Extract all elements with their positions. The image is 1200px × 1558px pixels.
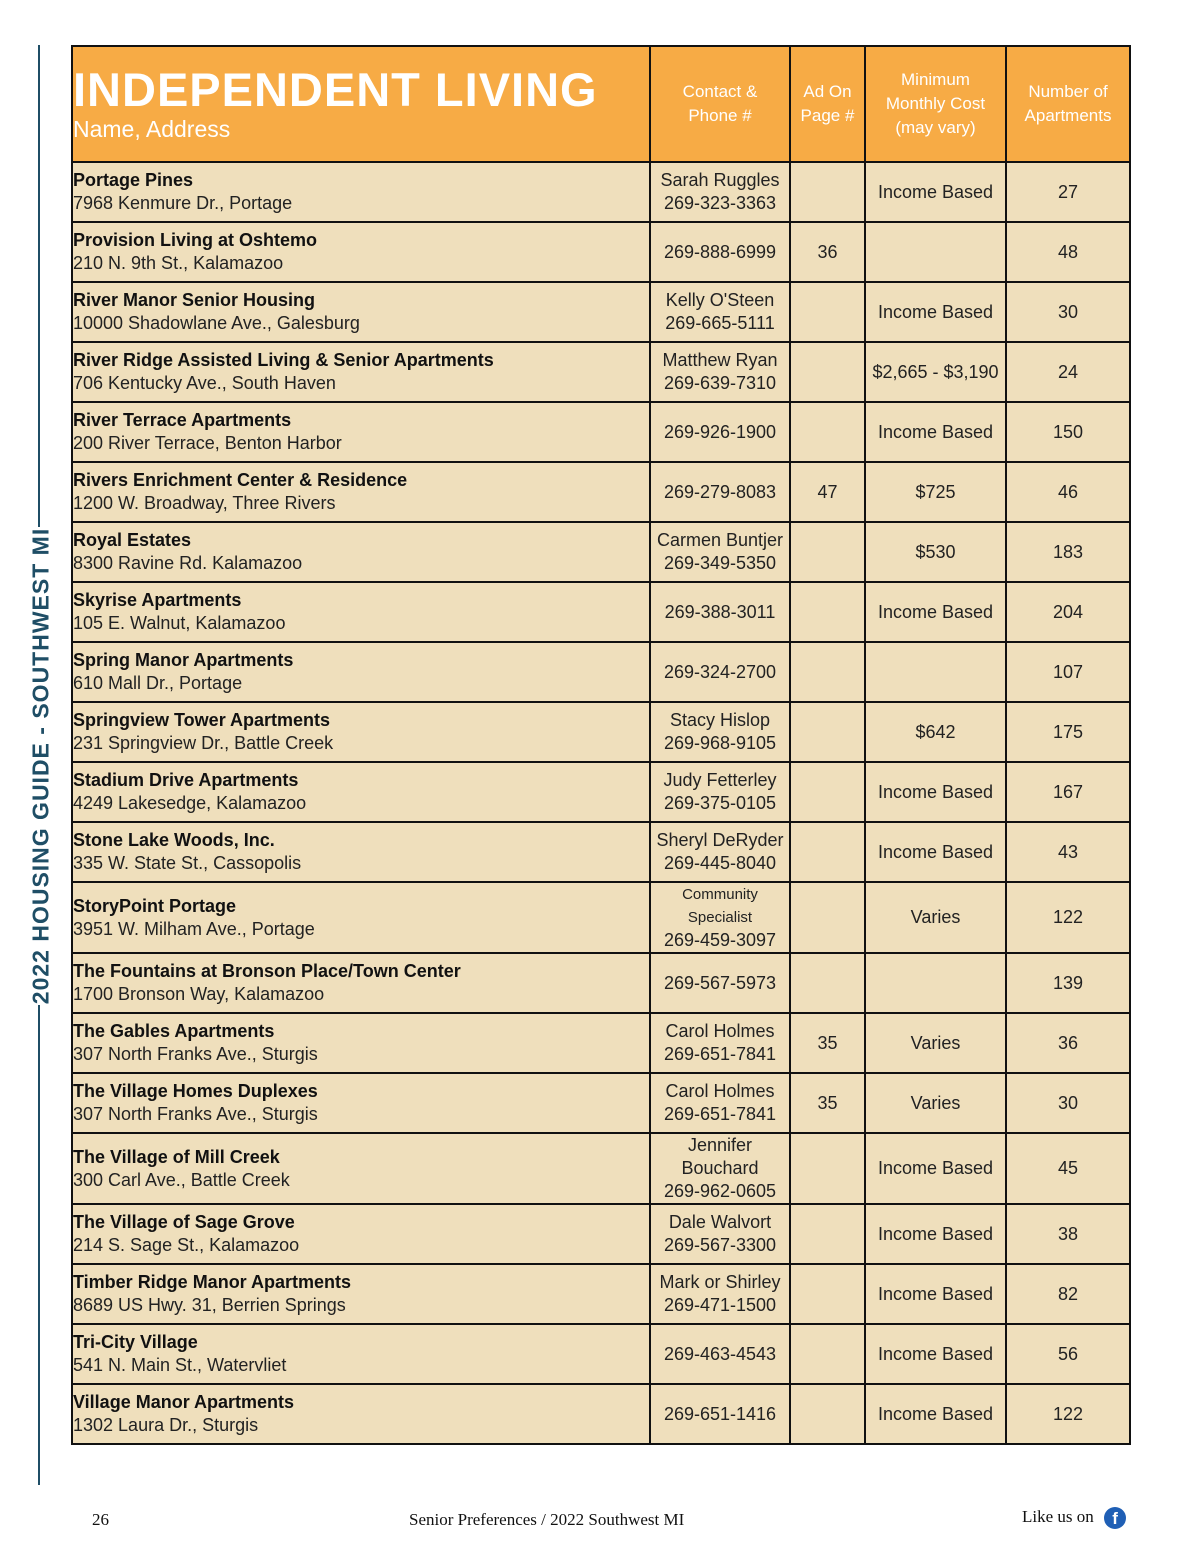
facility-address: 541 N. Main St., Watervliet <box>73 1355 287 1375</box>
contact-phone: 269-459-3097 <box>663 930 777 950</box>
name-address-cell <box>72 1264 650 1324</box>
header-contact <box>650 46 790 162</box>
header-ad-line2: Page # <box>800 106 855 125</box>
name-address-cell <box>72 1133 650 1204</box>
contact-cell <box>650 462 790 522</box>
ad-page-cell <box>790 282 865 342</box>
monthly-cost-cell: Income Based <box>865 1384 1006 1444</box>
facility-address: 7968 Kenmure Dr., Portage <box>73 193 293 213</box>
contact-cell <box>650 1073 790 1133</box>
facility-address: 610 Mall Dr., Portage <box>73 673 243 693</box>
contact-phone: 269-651-1416 <box>663 1403 777 1424</box>
table-row <box>72 462 1130 522</box>
facility-name: River Ridge Assisted Living & Senior Apartments <box>73 350 494 370</box>
apartments-count-cell: 43 <box>1006 822 1130 882</box>
contact-cell <box>650 342 790 402</box>
facility-name: The Fountains at Bronson Place/Town Center <box>73 961 461 981</box>
table-row <box>72 1264 1130 1324</box>
table-row <box>72 522 1130 582</box>
name-address-cell <box>72 162 650 222</box>
ad-page-cell <box>790 342 865 402</box>
header-apartments-line2: Apartments <box>1024 106 1112 125</box>
ad-page-cell <box>790 402 865 462</box>
name-address-cell <box>72 462 650 522</box>
monthly-cost-cell <box>865 953 1006 1013</box>
table-row <box>72 1013 1130 1073</box>
contact-phone: 269-388-3011 <box>664 601 776 622</box>
name-address-cell <box>72 1073 650 1133</box>
apartments-count-cell: 175 <box>1006 702 1130 762</box>
contact-cell <box>650 162 790 222</box>
page-title: INDEPENDENT LIVING <box>73 63 598 116</box>
name-address-cell <box>72 282 650 342</box>
apartments-count-cell: 27 <box>1006 162 1130 222</box>
ad-page-cell <box>790 762 865 822</box>
contact-name: Jennifer Bouchard <box>681 1135 759 1178</box>
apartments-count-cell: 48 <box>1006 222 1130 282</box>
ad-page-cell: 35 <box>790 1013 865 1073</box>
contact-name: Carol Holmes <box>665 1081 775 1101</box>
apartments-count-cell: 36 <box>1006 1013 1130 1073</box>
facility-name: Portage Pines <box>73 170 194 190</box>
contact-phone: 269-926-1900 <box>663 421 777 442</box>
facility-name: Skyrise Apartments <box>73 590 242 610</box>
name-address-cell <box>72 1013 650 1073</box>
facility-address: 210 N. 9th St., Kalamazoo <box>73 253 284 273</box>
table-row <box>72 642 1130 702</box>
ad-page-cell <box>790 1204 865 1264</box>
facility-name: StoryPoint Portage <box>73 895 237 916</box>
facility-address: 8689 US Hwy. 31, Berrien Springs <box>73 1295 346 1315</box>
ad-page-cell: 47 <box>790 462 865 522</box>
contact-phone: 269-651-7841 <box>663 1104 777 1124</box>
apartments-count-cell: 24 <box>1006 342 1130 402</box>
apartments-count-cell: 107 <box>1006 642 1130 702</box>
monthly-cost-cell: $2,665 - $3,190 <box>865 342 1006 402</box>
ad-page-cell <box>790 522 865 582</box>
table-row <box>72 402 1130 462</box>
table-header-row <box>72 46 1130 162</box>
name-address-cell <box>72 882 650 953</box>
contact-name: Carol Holmes <box>665 1021 775 1041</box>
monthly-cost-cell <box>865 222 1006 282</box>
monthly-cost-cell: Income Based <box>865 1324 1006 1384</box>
facility-address: 4249 Lakesedge, Kalamazoo <box>73 793 307 813</box>
contact-phone: 269-567-5973 <box>663 972 777 993</box>
apartments-count-cell: 139 <box>1006 953 1130 1013</box>
table-row <box>72 882 1130 953</box>
contact-phone: 269-888-6999 <box>663 241 777 262</box>
facility-name: The Gables Apartments <box>73 1021 275 1041</box>
name-address-cell <box>72 402 650 462</box>
name-address-cell <box>72 1384 650 1444</box>
contact-name: Matthew Ryan <box>662 350 778 370</box>
header-ad-line1: Ad On <box>803 82 852 101</box>
sidebar-label: 2022 HOUSING GUIDE - SOUTHWEST MI <box>27 527 54 1005</box>
page-subtitle: Name, Address <box>73 116 231 142</box>
facility-address: 307 North Franks Ave., Sturgis <box>73 1044 318 1064</box>
table-row <box>72 822 1130 882</box>
facility-address: 8300 Ravine Rd. Kalamazoo <box>73 553 303 573</box>
contact-phone: 269-349-5350 <box>663 553 777 573</box>
name-address-cell <box>72 342 650 402</box>
contact-name: Stacy Hislop <box>669 710 771 730</box>
contact-phone: 269-375-0105 <box>663 793 777 813</box>
apartments-count-cell: 122 <box>1006 1384 1130 1444</box>
contact-name: Judy Fetterley <box>663 770 777 790</box>
apartments-count-cell: 183 <box>1006 522 1130 582</box>
header-cost-line3: (may vary) <box>895 118 976 137</box>
monthly-cost-cell: $642 <box>865 702 1006 762</box>
contact-cell <box>650 1013 790 1073</box>
apartments-count-cell: 30 <box>1006 282 1130 342</box>
name-address-cell <box>72 822 650 882</box>
contact-cell <box>650 762 790 822</box>
name-address-cell <box>72 582 650 642</box>
facility-name: The Village Homes Duplexes <box>73 1081 318 1101</box>
facility-address: 200 River Terrace, Benton Harbor <box>73 433 342 453</box>
apartments-count-cell: 167 <box>1006 762 1130 822</box>
facility-name: River Manor Senior Housing <box>73 290 316 310</box>
name-address-cell <box>72 642 650 702</box>
table-row <box>72 222 1130 282</box>
contact-name: Carmen Buntjer <box>656 530 784 550</box>
table-row <box>72 953 1130 1013</box>
header-apartments <box>1006 46 1130 162</box>
name-address-cell <box>72 762 650 822</box>
name-address-cell <box>72 1204 650 1264</box>
contact-phone: 269-567-3300 <box>663 1235 777 1255</box>
monthly-cost-cell: $530 <box>865 522 1006 582</box>
contact-cell <box>650 822 790 882</box>
monthly-cost-cell: Income Based <box>865 402 1006 462</box>
contact-phone: 269-639-7310 <box>663 373 777 393</box>
table-body <box>72 162 1130 1444</box>
name-address-cell <box>72 1324 650 1384</box>
footer-publication: Senior Preferences / 2022 Southwest MI <box>409 1510 685 1529</box>
facility-name: Village Manor Apartments <box>73 1392 295 1412</box>
monthly-cost-cell: Income Based <box>865 1204 1006 1264</box>
contact-cell <box>650 642 790 702</box>
table-row <box>72 342 1130 402</box>
facility-name: Stone Lake Woods, Inc. <box>73 830 275 850</box>
contact-cell <box>650 1384 790 1444</box>
facility-name: Springview Tower Apartments <box>73 710 331 730</box>
contact-name: Community Specialist <box>682 886 758 926</box>
facility-address: 1302 Laura Dr., Sturgis <box>73 1415 259 1435</box>
header-contact-line1: Contact & <box>682 82 758 101</box>
name-address-cell <box>72 222 650 282</box>
contact-name: Dale Walvort <box>668 1212 772 1232</box>
table-row <box>72 282 1130 342</box>
ad-page-cell <box>790 162 865 222</box>
contact-phone: 269-665-5111 <box>665 313 775 333</box>
monthly-cost-cell: Income Based <box>865 822 1006 882</box>
ad-page-cell <box>790 1264 865 1324</box>
facility-name: Royal Estates <box>73 530 192 550</box>
name-address-cell <box>72 702 650 762</box>
independent-living-table <box>71 45 1131 1445</box>
table-row <box>72 702 1130 762</box>
header-contact-line2: Phone # <box>688 106 752 125</box>
table-row <box>72 1204 1130 1264</box>
header-cost-line2: Monthly Cost <box>885 94 986 113</box>
apartments-count-cell: 82 <box>1006 1264 1130 1324</box>
apartments-count-cell: 38 <box>1006 1204 1130 1264</box>
contact-phone: 269-324-2700 <box>663 661 777 682</box>
monthly-cost-cell: Income Based <box>865 282 1006 342</box>
footer-like[interactable] <box>1022 1507 1126 1529</box>
facility-name: Tri-City Village <box>73 1332 198 1352</box>
ad-page-cell: 36 <box>790 222 865 282</box>
name-address-cell <box>72 953 650 1013</box>
contact-cell <box>650 953 790 1013</box>
apartments-count-cell: 150 <box>1006 402 1130 462</box>
ad-page-cell <box>790 1324 865 1384</box>
table-row <box>72 162 1130 222</box>
header-cost <box>865 46 1006 162</box>
contact-cell <box>650 582 790 642</box>
contact-cell <box>650 1324 790 1384</box>
monthly-cost-cell: Income Based <box>865 1264 1006 1324</box>
contact-cell <box>650 702 790 762</box>
name-address-cell <box>72 522 650 582</box>
facebook-icon[interactable]: f <box>1104 1507 1126 1529</box>
monthly-cost-cell: $725 <box>865 462 1006 522</box>
facility-name: Provision Living at Oshtemo <box>73 230 318 250</box>
facility-address: 300 Carl Ave., Battle Creek <box>73 1169 290 1190</box>
ad-page-cell <box>790 1133 865 1204</box>
contact-phone: 269-651-7841 <box>663 1044 777 1064</box>
contact-phone: 269-463-4543 <box>663 1343 777 1364</box>
contact-phone: 269-471-1500 <box>663 1295 777 1315</box>
apartments-count-cell: 204 <box>1006 582 1130 642</box>
apartments-count-cell: 122 <box>1006 882 1130 953</box>
footer-page-number: 26 <box>92 1510 109 1529</box>
ad-page-cell <box>790 702 865 762</box>
apartments-count-cell: 46 <box>1006 462 1130 522</box>
monthly-cost-cell: Income Based <box>865 162 1006 222</box>
monthly-cost-cell <box>865 642 1006 702</box>
header-cost-line1: Minimum <box>901 70 970 89</box>
contact-phone: 269-323-3363 <box>663 193 777 213</box>
facility-address: 307 North Franks Ave., Sturgis <box>73 1104 318 1124</box>
facility-name: Rivers Enrichment Center & Residence <box>73 470 408 490</box>
facility-name: The Village of Sage Grove <box>73 1212 295 1232</box>
ad-page-cell <box>790 1384 865 1444</box>
footer-like-text: Like us on <box>1022 1507 1094 1526</box>
facility-address: 10000 Shadowlane Ave., Galesburg <box>73 313 360 333</box>
contact-phone: 269-968-9105 <box>663 733 777 753</box>
header-title-cell <box>72 46 650 162</box>
contact-cell <box>650 222 790 282</box>
facility-address: 214 S. Sage St., Kalamazoo <box>73 1235 300 1255</box>
monthly-cost-cell: Varies <box>865 1013 1006 1073</box>
monthly-cost-cell: Varies <box>865 882 1006 953</box>
contact-cell <box>650 522 790 582</box>
monthly-cost-cell: Income Based <box>865 1133 1006 1204</box>
contact-phone: 269-279-8083 <box>663 481 777 502</box>
contact-phone: 269-962-0605 <box>663 1181 777 1201</box>
facility-address: 105 E. Walnut, Kalamazoo <box>73 613 286 633</box>
facility-address: 3951 W. Milham Ave., Portage <box>73 918 315 939</box>
monthly-cost-cell: Varies <box>865 1073 1006 1133</box>
facility-address: 1700 Bronson Way, Kalamazoo <box>73 984 325 1004</box>
ad-page-cell <box>790 822 865 882</box>
apartments-count-cell: 30 <box>1006 1073 1130 1133</box>
table-row <box>72 1133 1130 1204</box>
contact-phone: 269-445-8040 <box>663 853 777 873</box>
ad-page-cell <box>790 953 865 1013</box>
facility-name: Spring Manor Apartments <box>73 650 294 670</box>
contact-cell <box>650 882 790 953</box>
header-ad <box>790 46 865 162</box>
contact-name: Sheryl DeRyder <box>656 830 784 850</box>
table-row <box>72 1073 1130 1133</box>
table-row <box>72 582 1130 642</box>
apartments-count-cell: 45 <box>1006 1133 1130 1204</box>
contact-cell <box>650 1133 790 1204</box>
facility-name: River Terrace Apartments <box>73 410 292 430</box>
table-row <box>72 762 1130 822</box>
ad-page-cell: 35 <box>790 1073 865 1133</box>
contact-name: Mark or Shirley <box>659 1272 781 1292</box>
ad-page-cell <box>790 882 865 953</box>
contact-name: Kelly O'Steen <box>665 290 775 310</box>
ad-page-cell <box>790 642 865 702</box>
contact-cell <box>650 1204 790 1264</box>
facility-name: Stadium Drive Apartments <box>73 770 299 790</box>
facility-name: The Village of Mill Creek <box>73 1146 280 1167</box>
contact-cell <box>650 402 790 462</box>
sidebar-line-bottom <box>38 1005 40 1485</box>
table-row <box>72 1324 1130 1384</box>
sidebar-line-top <box>38 45 40 527</box>
ad-page-cell <box>790 582 865 642</box>
header-apartments-line1: Number of <box>1028 82 1108 101</box>
facility-address: 1200 W. Broadway, Three Rivers <box>73 493 336 513</box>
contact-name: Sarah Ruggles <box>660 170 780 190</box>
apartments-count-cell: 56 <box>1006 1324 1130 1384</box>
monthly-cost-cell: Income Based <box>865 582 1006 642</box>
facility-address: 335 W. State St., Cassopolis <box>73 853 302 873</box>
contact-cell <box>650 282 790 342</box>
facility-name: Timber Ridge Manor Apartments <box>73 1272 352 1292</box>
facility-address: 706 Kentucky Ave., South Haven <box>73 373 336 393</box>
contact-cell <box>650 1264 790 1324</box>
facility-address: 231 Springview Dr., Battle Creek <box>73 733 334 753</box>
table-row <box>72 1384 1130 1444</box>
monthly-cost-cell: Income Based <box>865 762 1006 822</box>
